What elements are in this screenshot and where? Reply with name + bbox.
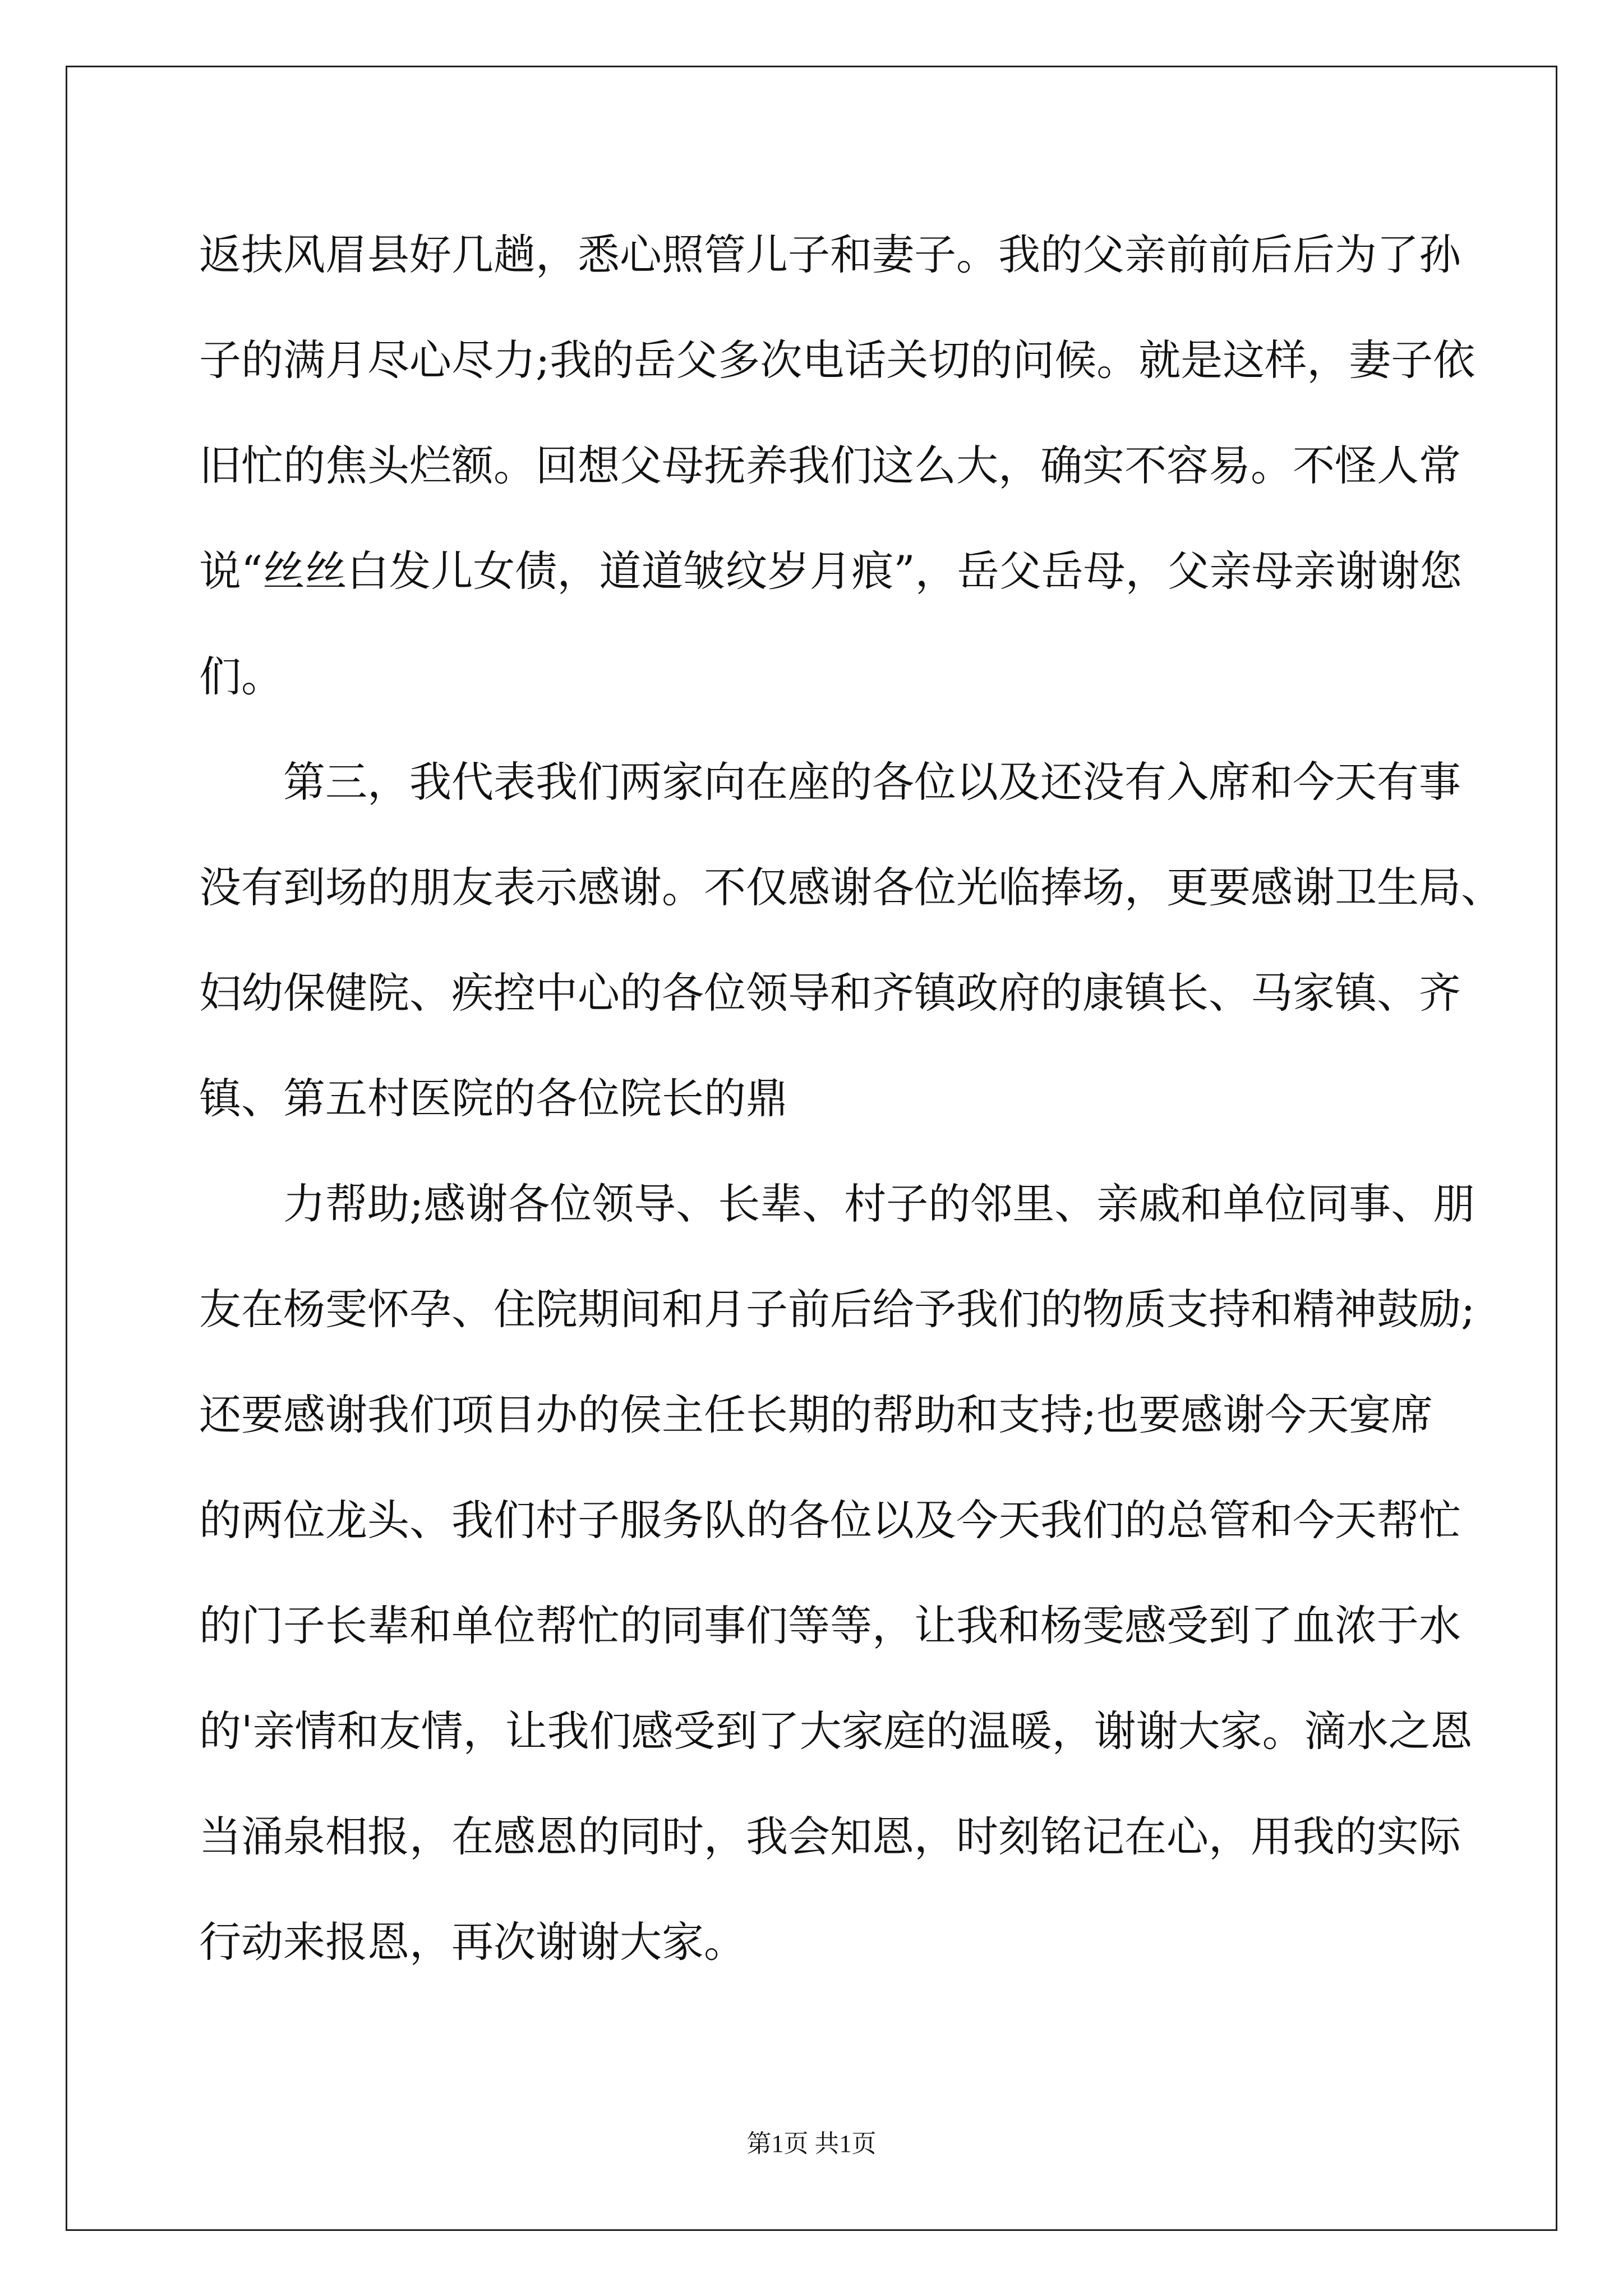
text-line: 当涌泉相报，在感恩的同时，我会知恩，时刻铭记在心，用我的实际 — [199, 1812, 1461, 1861]
paragraph-start-line: 力帮助;感谢各位领导、长辈、村子的邻里、亲戚和单位同事、朋 — [283, 1179, 1476, 1228]
text-line: 的两位龙头、我们村子服务队的各位以及今天我们的总管和今天帮忙 — [199, 1496, 1461, 1545]
text-line: 镇、第五村医院的各位院长的鼎 — [199, 1074, 789, 1123]
document-body — [199, 202, 1504, 1995]
paragraph-start-line: 第三，我代表我们两家向在座的各位以及还没有入席和今天有事 — [283, 757, 1461, 807]
text-line: 子的满月尽心尽力;我的岳父多次电话关切的问候。就是这样，妻子依 — [199, 335, 1476, 385]
text-line: 旧忙的焦头烂额。回想父母抚养我们这么大，确实不容易。不怪人常 — [199, 441, 1461, 490]
text-line: 妇幼保健院、疾控中心的各位领导和齐镇政府的康镇长、马家镇、齐 — [199, 968, 1461, 1018]
text-line: 还要感谢我们项目办的侯主任长期的帮助和支持;也要感谢今天宴席 — [199, 1390, 1433, 1439]
page-number-footer: 第1页 共1页 — [746, 2130, 877, 2157]
text-line: 友在杨雯怀孕、住院期间和月子前后给予我们的物质支持和精神鼓励; — [199, 1285, 1476, 1334]
text-line: 行动来报恩，再次谢谢大家。 — [199, 1917, 746, 1967]
text-line: 返扶风眉县好几趟，悉心照管儿子和妻子。我的父亲前前后后为了孙 — [199, 230, 1461, 279]
text-line: 的'亲情和友情，让我们感受到了大家庭的温暖，谢谢大家。滴水之恩 — [199, 1706, 1473, 1756]
text-line: 说“丝丝白发儿女债，道道皱纹岁月痕”，岳父岳母，父亲母亲谢谢您 — [199, 546, 1462, 596]
text-line: 的门子长辈和单位帮忙的同事们等等，让我和杨雯感受到了血浓于水 — [199, 1601, 1461, 1650]
text-line: 没有到场的朋友表示感谢。不仅感谢各位光临捧场，更要感谢卫生局、 — [199, 863, 1504, 912]
text-line: 们。 — [199, 652, 284, 701]
